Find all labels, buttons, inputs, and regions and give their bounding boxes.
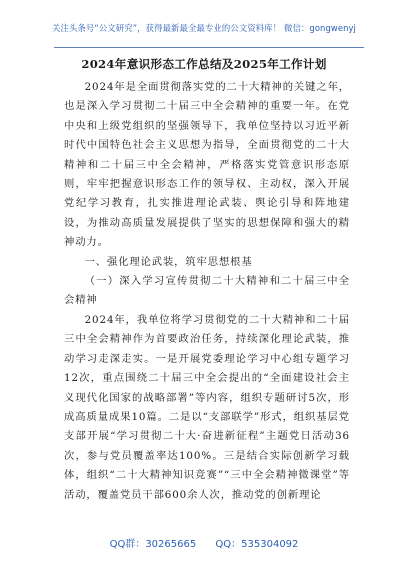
header-divider: [54, 47, 364, 48]
subsection-heading: （一）深入学习宣传贯彻二十大精神和二十届三中全会精神: [64, 275, 350, 307]
document-body: [64, 78, 350, 505]
intro-paragraph: 2024年是全面贯彻落实党的二十大精神的关键之年，也是深入学习贯彻二十届三中全会精神的重要一年。在党中央和上级党组织的坚强领导下，我单位坚持以习近平新时代中国特色社会主义思想为指导，全面贯彻党的二十大精神和二十届三中全会精神，严格落实党管意识形态原则，牢牢把握意识形态工作的领导权、主动权，深入开展党纪学习教育，扎实推进理论武装、舆论引导和阵地建设，为推动高质量发展提供了坚实的思想保障和强大的精神动力。: [64, 81, 350, 249]
footer-qq: QQ：535304092: [215, 539, 299, 550]
header-note: 关注头条号“公文研究”，获得最新最全最专业的公文资料库！ 微信：gongwenyj: [52, 23, 356, 33]
document-title: 2024年意识形态工作总结及2025年工作计划: [81, 57, 327, 71]
footer: [0, 535, 408, 550]
footer-qq-group: QQ群：30265665: [109, 539, 197, 550]
section-heading: 一、强化理论武装，筑牢思想根基: [84, 255, 253, 268]
body-paragraph: 2024年，我单位将学习贯彻党的二十大精神和二十届三中全会精神作为首要政治任务，持续深化理论武装，推动学习走深走实。一是开展党委理论学习中心组专题学习12次，重点围绕二十届三中全会提出的“全面建设社会主义现代化国家的战略部署”等内容，组织专题研讨5次，形成高质量成果10篇。二是以“支部联学”形式，组织基层党支部开展“学习贯彻二十大·奋进新征程”主题党日活动36次，参与党员覆盖率达100%。三是结合实际创新学习载体，组织“二十大精神知识竞赛”“三中全会精神微课堂”等活动，覆盖党员干部600余人次，推动党的创新理论: [64, 313, 350, 501]
